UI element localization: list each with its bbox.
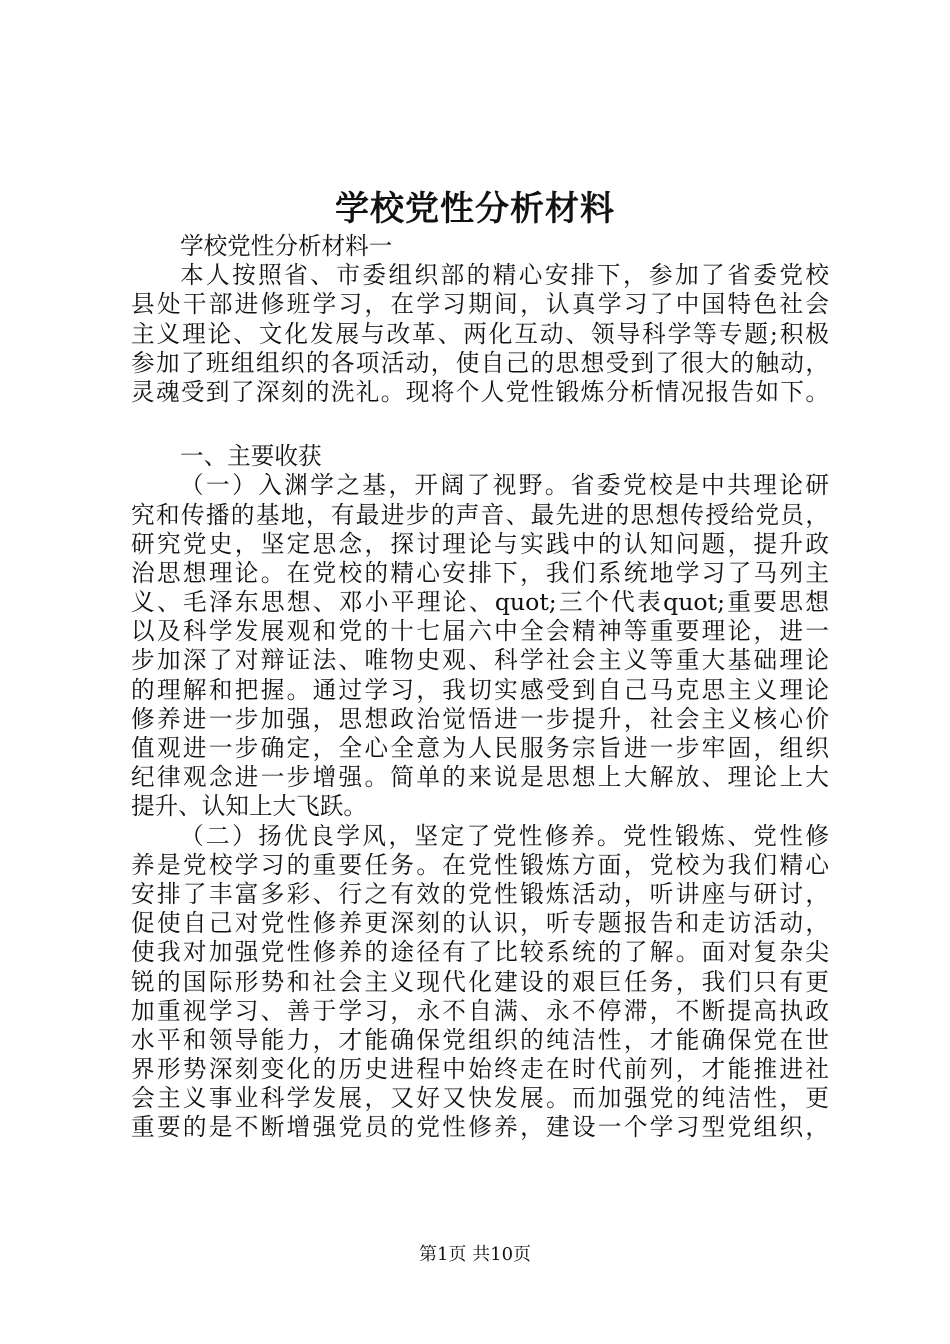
page-number-footer: 第1页 共10页 [418,1244,532,1265]
text-line: 参加了班组组织的各项活动，使自己的思想受到了很大的触动， [131,348,829,377]
text-line: 主义理论、文化发展与改革、两化互动、领导科学等专题;积极 [131,319,829,348]
text-line: 值观进一步确定，全心全意为人民服务宗旨进一步牢固，组织 [131,734,829,762]
text-line: 研究党史，坚定思念，探讨理论与实践中的认知问题，提升政 [131,529,829,558]
document-title: 学校党性分析材料 [335,189,615,229]
text-line: 安排了丰富多彩、行之有效的党性锻炼活动，听讲座与研讨， [131,879,829,908]
document-body [131,232,829,1143]
text-line: 本人按照省、市委组织部的精心安排下，参加了省委党校 [180,261,829,290]
text-line: 以及科学发展观和党的十七届六中全会精神等重要理论，进一 [131,617,829,646]
document-subtitle: 学校党性分析材料一 [180,232,393,260]
text-line: 重要的是不断增强党员的党性修养，建设一个学习型党组织， [131,1113,829,1142]
paragraph-one [131,471,829,821]
text-line: 加重视学习、善于学习，永不自满、永不停滞，不断提高执政 [131,996,829,1025]
paragraph-two [131,822,829,1143]
text-line: 界形势深刻变化的历史进程中始终走在时代前列，才能推进社 [131,1055,829,1084]
paragraph-gap [131,407,829,442]
section-heading: 一、主要收获 [180,442,322,471]
text-line: 义、毛泽东思想、邓小平理论、quot;三个代表quot;重要思想 [131,588,829,617]
text-line: 促使自己对党性修养更深刻的认识，听专题报告和走访活动， [131,909,829,938]
text-line: 锐的国际形势和社会主义现代化建设的艰巨任务，我们只有更 [131,967,829,996]
text-line: 养是党校学习的重要任务。在党性锻炼方面，党校为我们精心 [131,850,829,879]
text-line: （一）入渊学之基，开阔了视野。省委党校是中共理论研 [180,471,829,500]
text-line: 的理解和把握。通过学习，我切实感受到自己马克思主义理论 [131,675,829,704]
text-line: 使我对加强党性修养的途径有了比较系统的了解。面对复杂尖 [131,938,829,967]
text-line: 县处干部进修班学习，在学习期间，认真学习了中国特色社会 [131,290,829,319]
text-line: 水平和领导能力，才能确保党组织的纯洁性，才能确保党在世 [131,1025,829,1054]
text-line: 会主义事业科学发展，又好又快发展。而加强党的纯洁性，更 [131,1084,829,1113]
text-line: 步加深了对辩证法、唯物史观、科学社会主义等重大基础理论 [131,646,829,675]
text-line: 提升、认知上大飞跃。 [131,792,367,821]
text-line: 灵魂受到了深刻的洗礼。现将个人党性锻炼分析情况报告如下。 [131,377,829,406]
text-line: 治思想理论。在党校的精心安排下，我们系统地学习了马列主 [131,558,829,587]
text-line: 纪律观念进一步增强。简单的来说是思想上大解放、理论上大 [131,763,829,792]
text-line: 修养进一步加强，思想政治觉悟进一步提升，社会主义核心价 [131,704,829,733]
intro-paragraph [131,261,829,407]
text-line: （二）扬优良学风，坚定了党性修养。党性锻炼、党性修 [180,821,829,850]
text-line: 究和传播的基地，有最进步的声音、最先进的思想传授给党员， [131,500,829,529]
